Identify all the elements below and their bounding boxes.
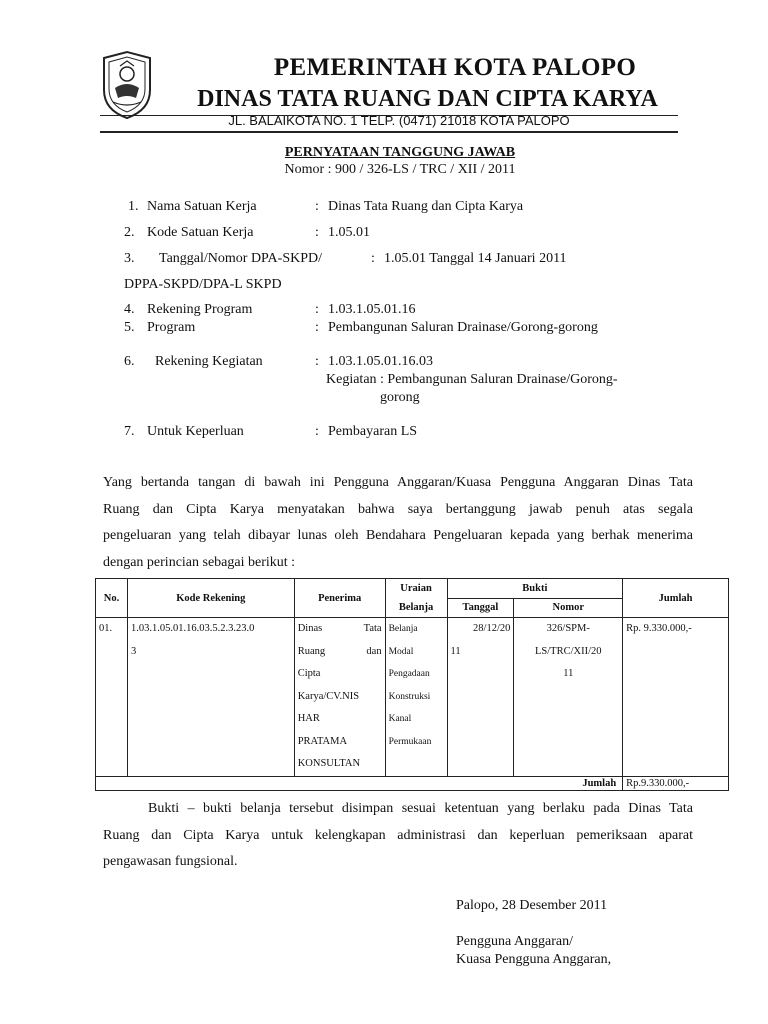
paragraph-line: dengan perincian sebagai berikut : [103,554,296,570]
total-label: Jumlah [96,776,623,790]
cell-line: Pengadaan [388,669,430,679]
cell-line: Konstruksi [388,691,431,702]
row-no: 01. [96,618,128,777]
item-label: Nama Satuan Kerja [147,199,257,214]
cell-line: 3 [130,645,137,657]
cell-line: Karya/CV.NIS [297,690,360,702]
cell-line: 326/SPM- [546,623,590,634]
header-kode-rekening: Kode Rekening [127,579,294,618]
statement-number: Nomor : 900 / 326-LS / TRC / XII / 2011 [284,162,516,177]
paragraph-line: pengawasan fungsional. [103,854,238,869]
item-label: Rekening Kegiatan [155,354,263,369]
item-label: Rekening Program [147,302,253,317]
cell-line: PRATAMA [297,735,348,747]
header-tanggal: Tanggal [447,598,514,618]
item-number: 3. [124,251,135,266]
item-number: 7. [124,424,135,439]
row-jumlah: Rp. 9.330.000,- [623,618,729,777]
cell-line [298,641,382,664]
paragraph-line: pengeluaran yang telah dibayar lunas oleh Bendahara Pengeluaran kepada yang berhak menerima [103,528,693,543]
cell-word: dan [366,645,382,657]
row-uraian-belanja [385,618,447,777]
item-value: Pembangunan Saluran Drainase/Gorong-gorong [328,320,598,335]
header-bukti: Bukti [447,579,623,599]
item-label: Program [147,320,196,335]
row-nomor [514,618,623,777]
item-separator: : [371,251,375,266]
intro-paragraph [103,470,693,576]
paragraph-line: Ruang dan Cipta Karya menyatakan bahwa saya bertanggung jawab penuh atas segala [103,501,693,517]
item-separator: : [315,354,319,369]
row-penerima [294,618,385,777]
cell-word: Tata [363,623,382,634]
cell-line: Belanja [388,624,418,634]
item-value-line3: gorong [380,390,420,405]
paragraph-line: Bukti – bukti belanja tersebut disimpan sesuai ketentuan yang berlaku pada Dinas Tata [148,801,693,816]
item-number: 6. [124,354,135,369]
signature-role-line1: Pengguna Anggaran/ [456,934,574,949]
expense-table [95,578,729,791]
cell-line: Cipta [297,668,321,679]
item-value: Pembayaran LS [328,424,418,439]
item-separator: : [315,320,319,335]
row-tanggal [447,618,514,777]
cell-line [298,618,382,641]
signature-role-line2: Kuasa Pengguna Anggaran, [456,952,612,967]
cell-line: 28/12/20 [473,623,511,634]
cell-line: 1.03.1.05.01.16.03.5.2.3.23.0 [130,623,255,634]
header-subtitle: DINAS TATA RUANG DAN CIPTA KARYA [197,86,658,112]
header-address: JL. BALAIKOTA NO. 1 TELP. (0471) 21018 KOTA PALOPO [228,113,570,128]
item-number: 1. [128,199,139,214]
item-value: 1.03.1.05.01.16.03 [328,354,433,369]
cell-line: 11 [563,668,574,679]
cell-line: 11 [450,645,461,657]
closing-paragraph [103,796,693,876]
signature-place-date: Palopo, 28 Desember 2011 [456,898,608,913]
item-separator: : [315,302,319,317]
header-uraian-belanja [385,579,447,618]
header-uraian-line: Belanja [398,602,434,613]
item-value: 1.03.1.05.01.16 [328,302,416,317]
item-label: Tanggal/Nomor DPA-SKPD/ [159,251,323,266]
item-value: Dinas Tata Ruang dan Cipta Karya [328,199,524,214]
header-title: PEMERINTAH KOTA PALOPO [273,54,637,81]
header-rule-bottom [100,131,678,133]
header-uraian-line: Uraian [400,583,432,594]
cell-line: HAR [297,713,320,724]
item-value: 1.05.01 [328,225,370,240]
total-value: Rp.9.330.000,- [623,776,729,790]
item-value-line2: Kegiatan : Pembangunan Saluran Drainase/Gorong- [326,372,618,387]
cell-line: KONSULTAN [297,758,361,769]
paragraph-line: Yang bertanda tangan di bawah ini Pengguna Anggaran/Kuasa Pengguna Anggaran Dinas Tata [103,475,693,490]
item-label: Untuk Keperluan [147,424,244,439]
item-separator: : [315,424,319,439]
cell-line: Kanal [388,714,412,724]
item-value: 1.05.01 Tanggal 14 Januari 2011 [384,251,567,266]
header-no: No. [96,579,128,618]
item-label: Kode Satuan Kerja [147,225,254,240]
item-separator: : [315,225,319,240]
item-number: 4. [124,302,135,317]
header-jumlah: Jumlah [623,579,729,618]
row-kode-rekening [127,618,294,777]
item-separator: : [315,199,319,214]
item-label-continued: DPPA-SKPD/DPA-L SKPD [124,277,282,292]
cell-word: Dinas [297,623,323,634]
item-number: 2. [124,225,135,240]
header-nomor: Nomor [514,598,623,618]
header-penerima: Penerima [294,579,385,618]
cell-line: Modal [388,646,414,657]
paragraph-line: Ruang dan Cipta Karya untuk kelengkapan administrasi dan keperluan pemeriksaan aparat [103,827,693,843]
cell-line: Permukaan [388,736,432,747]
item-number: 5. [124,320,135,335]
cell-line: LS/TRC/XII/20 [535,645,602,657]
statement-title: PERNYATAAN TANGGUNG JAWAB [284,145,516,160]
cell-word: Ruang [297,645,326,657]
